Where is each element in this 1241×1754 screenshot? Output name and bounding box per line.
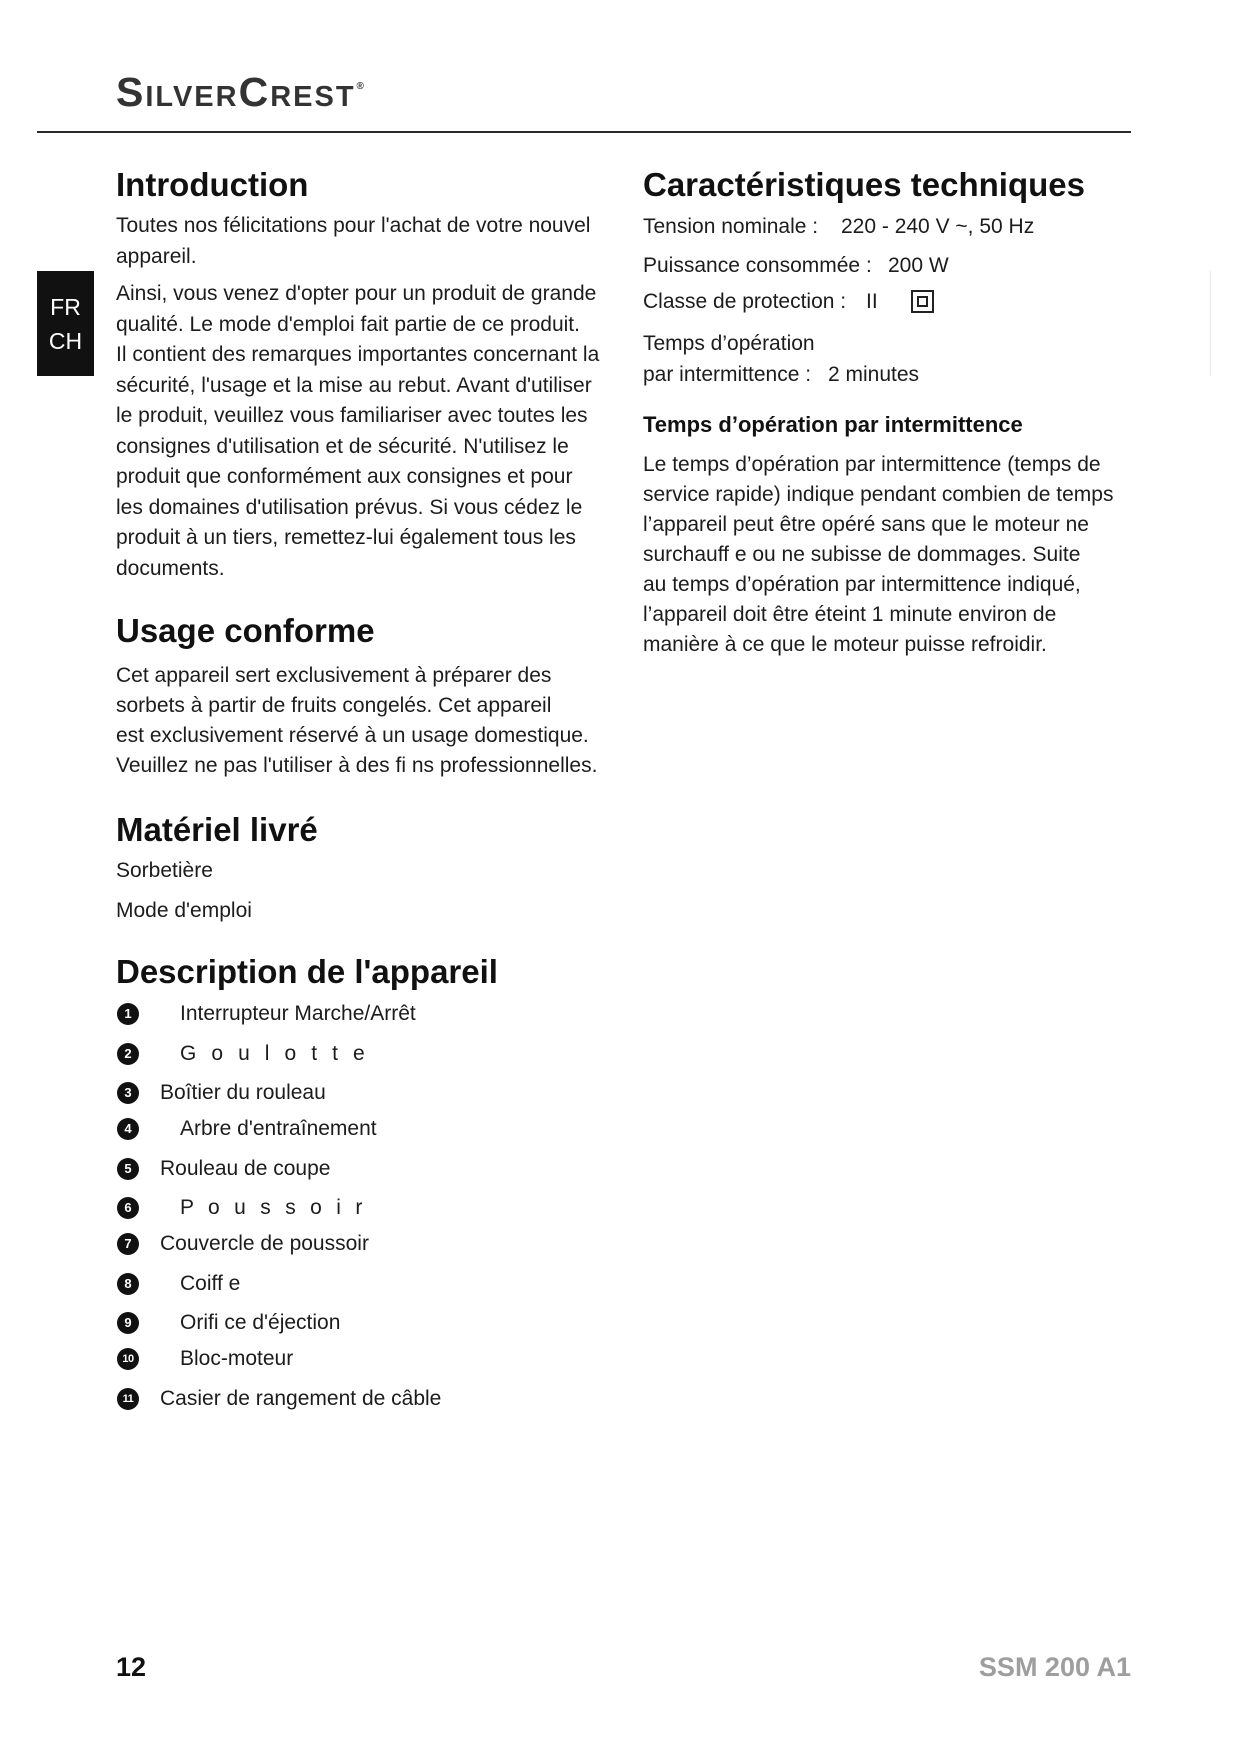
model-number: SSM 200 A1 — [978, 1652, 1131, 1682]
spec-label: Puissance consommée : — [643, 254, 872, 277]
part-item — [117, 999, 597, 1029]
spec-value: 200 W — [888, 254, 949, 277]
part-name: Coiff e — [180, 1272, 241, 1295]
part-name: Boîtier du rouleau — [160, 1081, 326, 1104]
part-name: Rouleau de coupe — [160, 1157, 331, 1180]
usage-heading: Usage conforme — [116, 612, 375, 649]
text-line: appareil. — [116, 244, 197, 268]
introduction-paragraph-1 — [116, 211, 590, 272]
text-line: documents. — [116, 556, 225, 580]
page-edge-mark — [1210, 271, 1211, 376]
part-number-badge: 10 — [117, 1348, 139, 1370]
text-line: produit à un tiers, remettez-lui également tous les — [116, 526, 576, 549]
text-line: consignes d'utilisation et de sécurité. N'utilisez le — [116, 434, 569, 458]
part-name: Interrupteur Marche/Arrêt — [180, 1002, 416, 1025]
part-item — [117, 1269, 597, 1299]
text-line: les domaines d'utilisation prévus. Si vous cédez le — [116, 495, 583, 519]
spec-label: Temps d’opération — [643, 332, 815, 355]
text-line: surchauff e ou ne subisse de dommages. Suite — [643, 543, 1081, 566]
part-number-badge: 11 — [117, 1388, 139, 1410]
part-item — [117, 1114, 597, 1144]
contents-list — [116, 851, 252, 930]
text-line: produit que conformément aux consignes et pour — [116, 465, 573, 488]
part-number-badge: 2 — [117, 1043, 139, 1065]
part-item — [117, 1078, 597, 1108]
part-name: Arbre d'entraînement — [180, 1117, 377, 1140]
part-name: Bloc-moteur — [180, 1347, 294, 1370]
language-tab — [37, 271, 94, 376]
silvercrest-logo — [116, 70, 364, 115]
text-line: est exclusivement réservé à un usage domestique. — [116, 724, 589, 747]
logo-wordmark: SilverCrest — [116, 69, 356, 115]
spec-row-protection-class — [643, 287, 1123, 317]
spec-row-operation-time-label — [643, 329, 1123, 359]
introduction-heading: Introduction — [116, 166, 309, 203]
part-item — [117, 1308, 597, 1338]
spec-row-operation-time — [643, 360, 1123, 390]
language-code-ch: CH — [48, 328, 83, 354]
text-line: sécurité, l'usage et la mise au rebut. Avant d'utiliser — [116, 373, 592, 397]
spec-value: 2 minutes — [828, 363, 920, 386]
header-rule — [37, 131, 1131, 133]
text-line: service rapide) indique pendant combien de temps — [643, 483, 1114, 506]
part-name: P o u s s o i r — [180, 1196, 367, 1219]
part-item — [117, 1384, 597, 1414]
part-name: Orifi ce d'éjection — [180, 1311, 341, 1334]
text-line: qualité. Le mode d'emploi fait partie de ce produit. — [116, 312, 580, 336]
part-number-badge: 5 — [117, 1158, 139, 1180]
part-number-badge: 4 — [117, 1118, 139, 1140]
part-item — [117, 1154, 597, 1184]
text-line: Il contient des remarques importantes concernant la — [116, 343, 600, 366]
part-number-badge: 7 — [117, 1233, 139, 1255]
text-line: au temps d’opération par intermittence indiqué, — [643, 573, 1081, 596]
contents-item: Sorbetière — [116, 859, 213, 882]
text-line: l’appareil peut être opéré sans que le moteur ne — [643, 513, 1089, 536]
text-line: l’appareil doit être éteint 1 minute environ de — [643, 603, 1057, 626]
spec-label: Classe de protection : — [643, 290, 847, 313]
part-item — [117, 1344, 597, 1374]
text-line: le produit, veuillez vous familiariser avec toutes les — [116, 404, 588, 427]
part-number-badge: 9 — [117, 1312, 139, 1334]
part-number-badge: 8 — [117, 1273, 139, 1295]
part-name: Casier de rangement de câble — [160, 1387, 442, 1410]
page-number: 12 — [116, 1652, 147, 1682]
text-line: Toutes nos félicitations pour l'achat de votre nouvel — [116, 214, 591, 237]
part-number-badge: 3 — [117, 1082, 139, 1104]
text-line: Cet appareil sert exclusivement à préparer des — [116, 664, 552, 687]
text-line: Veuillez ne pas l'utiliser à des fi ns professionnelles. — [116, 754, 598, 777]
contents-item: Mode d'emploi — [116, 898, 252, 922]
part-item — [117, 1039, 597, 1069]
part-number-badge: 6 — [117, 1197, 139, 1219]
specs-heading: Caractéristiques techniques — [643, 166, 1085, 203]
text-line: Ainsi, vous venez d'opter pour un produit de grande — [116, 282, 597, 305]
description-heading: Description de l'appareil — [116, 953, 498, 990]
text-line: sorbets à partir de fruits congelés. Cet appareil — [116, 694, 552, 717]
language-code-fr: FR — [50, 294, 81, 320]
intermittent-heading: Temps d’opération par intermittence — [643, 412, 1023, 437]
text-line: Le temps d’opération par intermittence (temps de — [643, 453, 1101, 476]
part-name: G o u l o t t e — [180, 1042, 370, 1065]
part-number-badge: 1 — [117, 1003, 139, 1025]
contents-heading: Matériel livré — [116, 811, 318, 848]
introduction-paragraph-2 — [116, 279, 599, 584]
text-line: manière à ce que le moteur puisse refroidir. — [643, 633, 1047, 656]
intermittent-paragraph — [643, 450, 1113, 660]
class-ii-inner-square — [917, 296, 928, 307]
spec-label: par intermittence : — [643, 363, 812, 386]
spec-label: Tension nominale : — [643, 215, 819, 238]
registered-mark: ® — [356, 81, 364, 92]
part-item — [117, 1193, 597, 1223]
class-ii-double-insulation-icon — [911, 290, 934, 313]
usage-paragraph — [116, 661, 597, 781]
part-item — [117, 1229, 597, 1259]
spec-row-power — [643, 251, 1123, 281]
part-name: Couvercle de poussoir — [160, 1232, 369, 1255]
spec-value: II — [866, 290, 878, 313]
spec-value: 220 - 240 V ~, 50 Hz — [841, 215, 1035, 238]
spec-row-voltage — [643, 212, 1123, 242]
